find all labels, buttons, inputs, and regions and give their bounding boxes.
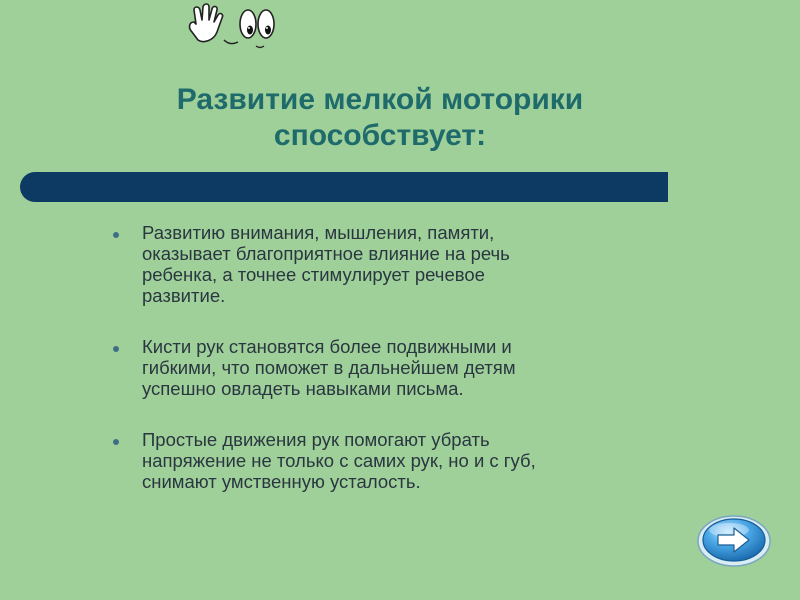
bullet-line: напряжение не только с самих рук, но и с губ, [142, 450, 536, 471]
slide-title-line-1: Развитие мелкой моторики [176, 83, 584, 116]
bullet-text [142, 429, 630, 492]
bullet-text [142, 222, 630, 306]
bullet-line: Простые движения рук помогают убрать [142, 429, 490, 450]
bullet-item [110, 429, 630, 492]
bullet-line: гибкими, что поможет в дальнейшем детям [142, 357, 516, 378]
bullet-line: ребенка, а точнее стимулирует речевое [142, 264, 485, 285]
bullet-dot-icon [113, 232, 119, 238]
bullet-line: Развитию внимания, мышления, памяти, [142, 222, 495, 243]
next-slide-button[interactable] [696, 510, 772, 568]
bullet-item [110, 336, 630, 399]
bullet-dot-icon [113, 346, 119, 352]
bullet-line: развитие. [142, 285, 226, 306]
slide-title-line-2: способствует: [273, 119, 487, 152]
bullet-text [142, 336, 630, 399]
bullet-list [110, 222, 630, 522]
title-divider-bar [20, 172, 668, 202]
bullet-line: оказывает благоприятное влияние на речь [142, 243, 510, 264]
bullet-item [110, 222, 630, 306]
slide-title [120, 82, 640, 154]
bullet-line: Кисти рук становятся более подвижными и [142, 336, 512, 357]
cartoon-hand-with-eyes-icon [184, 2, 284, 52]
bullet-dot-icon [113, 439, 119, 445]
bullet-line: успешно овладеть навыками письма. [142, 378, 464, 399]
bullet-line: снимают умственную усталость. [142, 471, 421, 492]
